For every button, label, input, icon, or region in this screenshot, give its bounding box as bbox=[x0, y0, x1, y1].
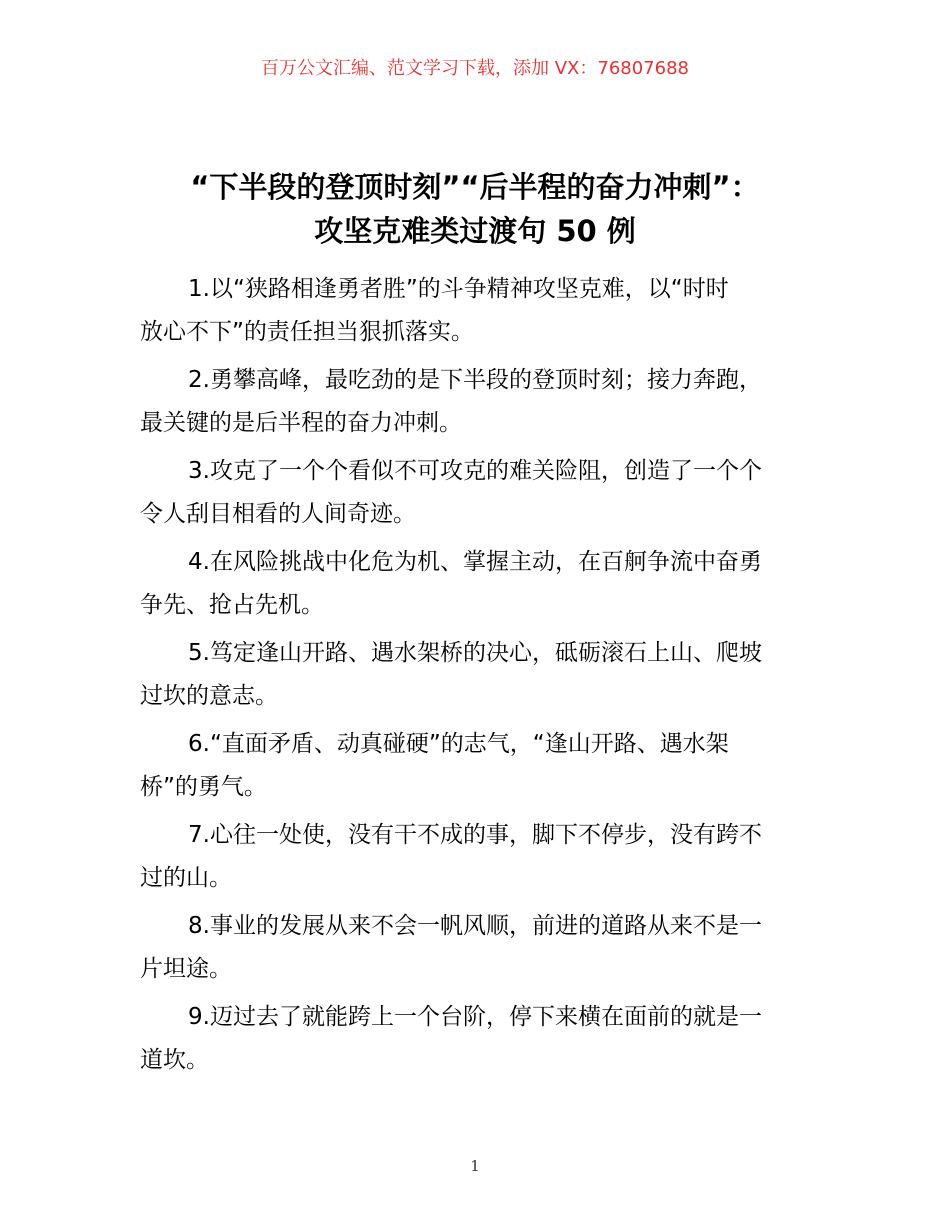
paragraph-5 bbox=[140, 632, 812, 718]
paragraph-3 bbox=[140, 450, 812, 536]
paragraph-line: 最关键的是后半程的奋力冲刺。 bbox=[140, 410, 462, 436]
paragraph-8 bbox=[140, 905, 812, 991]
page-number: 1 bbox=[470, 1157, 480, 1175]
paragraph-line: 2.勇攀高峰，最吃劲的是下半段的登顶时刻；接力奔跑， bbox=[188, 367, 762, 393]
paragraph-line: 9.迈过去了就能跨上一个台阶，停下来横在面前的就是一 bbox=[188, 1004, 762, 1030]
paragraph-1 bbox=[140, 268, 812, 354]
body-text bbox=[140, 268, 812, 1087]
paragraph-line: 令人刮目相看的人间奇迹。 bbox=[140, 501, 416, 527]
paragraph-line: 8.事业的发展从来不会一帆风顺，前进的道路从来不是一 bbox=[188, 913, 762, 939]
paragraph-line: 桥”的勇气。 bbox=[140, 774, 267, 800]
paragraph-line: 1.以“狭路相逢勇者胜”的斗争精神攻坚克难，以“时时 bbox=[188, 276, 729, 302]
paragraph-line: 片坦途。 bbox=[140, 956, 232, 982]
paragraph-line: 4.在风险挑战中化危为机、掌握主动，在百舸争流中奋勇 bbox=[188, 549, 762, 575]
header-note: 百万公文汇编、范文学习下载，添加 VX：76807688 bbox=[261, 58, 689, 79]
paragraph-line: 道坎。 bbox=[140, 1047, 209, 1073]
paragraph-7 bbox=[140, 814, 812, 900]
paragraph-line: 放心不下”的责任担当狠抓落实。 bbox=[140, 319, 474, 345]
paragraph-6 bbox=[140, 723, 812, 809]
paragraph-2 bbox=[140, 359, 812, 445]
paragraph-line: 7.心往一处使，没有干不成的事，脚下不停步，没有跨不 bbox=[188, 822, 762, 848]
document-title bbox=[60, 165, 890, 253]
paragraph-line: 3.攻克了一个个看似不可攻克的难关险阻，创造了一个个 bbox=[188, 458, 762, 484]
title-line-1: “下半段的登顶时刻”“后半程的奋力冲刺”： bbox=[190, 170, 760, 204]
paragraph-4 bbox=[140, 541, 812, 627]
paragraph-9 bbox=[140, 996, 812, 1082]
title-line-2: 攻坚克难类过渡句 50 例 bbox=[314, 214, 636, 248]
paragraph-line: 过坎的意志。 bbox=[140, 683, 278, 709]
paragraph-line: 5.笃定逢山开路、遇水架桥的决心，砥砺滚石上山、爬坡 bbox=[188, 640, 762, 666]
paragraph-line: 争先、抢占先机。 bbox=[140, 592, 324, 618]
paragraph-line: 6.“直面矛盾、动真碰硬”的志气，“逢山开路、遇水架 bbox=[188, 731, 729, 757]
paragraph-line: 过的山。 bbox=[140, 865, 232, 891]
